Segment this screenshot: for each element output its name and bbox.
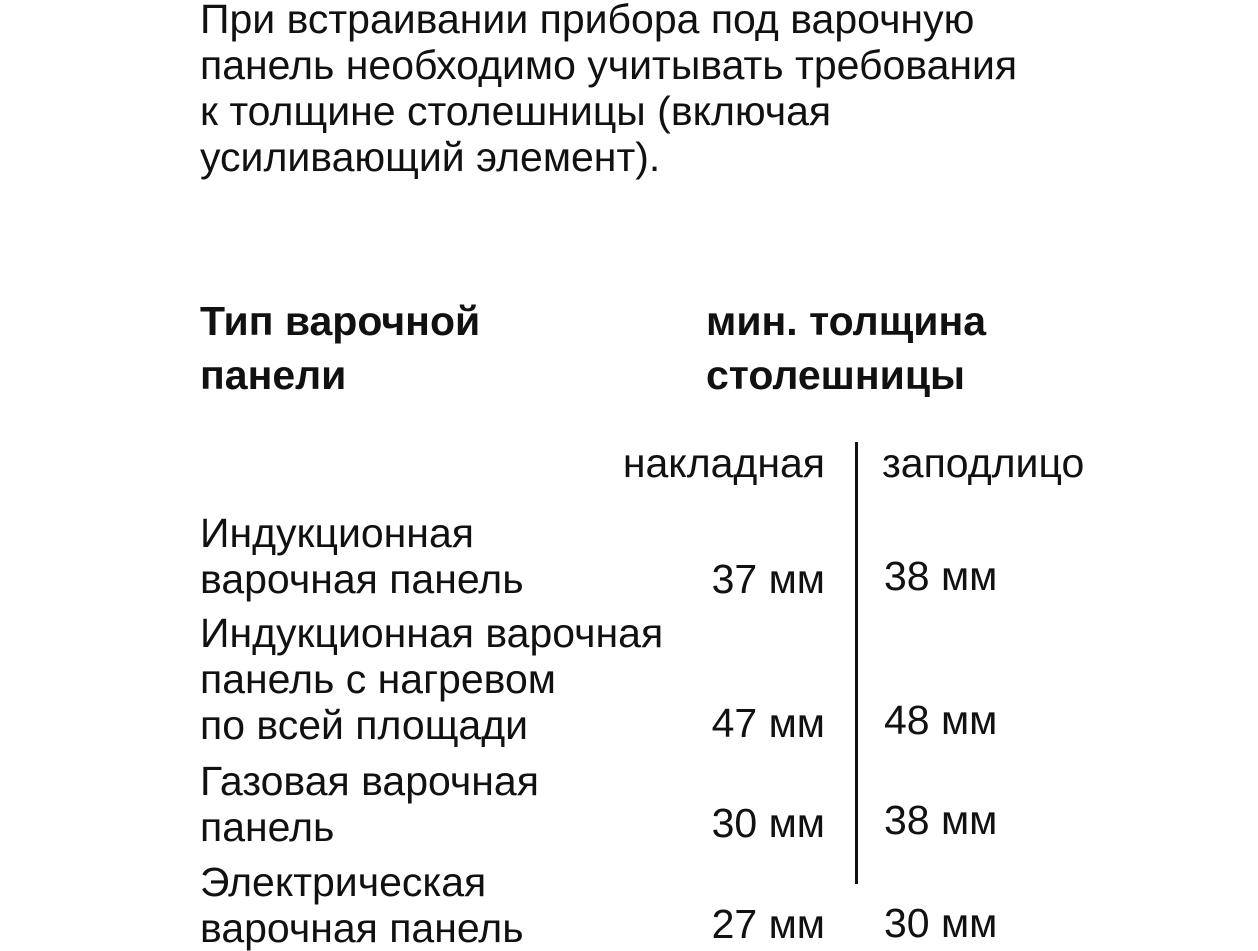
row-label-line: варочная панель	[200, 905, 524, 951]
row-label-line: Индукционная	[200, 510, 474, 556]
intro-line: усиливающий элемент).	[200, 134, 661, 180]
value-flush-gas: 38 мм	[884, 797, 998, 843]
column-header-min-thickness	[706, 294, 986, 402]
value-overlay-induction: 37 мм	[711, 556, 825, 602]
row-label-line: панель	[200, 804, 335, 850]
value-flush-induction-full-area: 48 мм	[884, 697, 998, 743]
header-line: столешницы	[706, 352, 966, 398]
value-flush-electric: 30 мм	[884, 900, 998, 946]
subheader-overlay: накладная	[622, 440, 825, 486]
subheader-flush: заподлицо	[882, 440, 1085, 486]
intro-paragraph	[200, 0, 1200, 180]
value-overlay-gas: 30 мм	[711, 800, 825, 846]
row-label-line: Индукционная варочная	[200, 610, 664, 656]
row-label-induction	[200, 510, 524, 602]
row-label-induction-full-area	[200, 610, 663, 748]
header-line: панели	[200, 352, 347, 398]
row-label-line: Газовая варочная	[200, 758, 539, 804]
intro-line: При встраивании прибора под варочную	[200, 0, 975, 42]
intro-line: к толщине столешницы (включая	[200, 88, 832, 134]
header-line: мин. толщина	[706, 298, 987, 344]
intro-line: панель необходимо учитывать требования	[200, 42, 1018, 88]
row-label-line: Электрическая	[200, 859, 487, 905]
header-line: Тип варочной	[200, 298, 481, 344]
column-divider	[855, 442, 858, 884]
value-flush-induction: 38 мм	[884, 553, 998, 599]
value-overlay-electric: 27 мм	[711, 901, 825, 947]
column-header-hob-type	[200, 294, 480, 402]
value-overlay-induction-full-area: 47 мм	[711, 700, 825, 746]
row-label-line: панель с нагревом	[200, 656, 556, 702]
row-label-line: варочная панель	[200, 556, 524, 602]
row-label-line: по всей площади	[200, 702, 529, 748]
row-label-gas	[200, 758, 539, 850]
row-label-electric	[200, 859, 524, 951]
